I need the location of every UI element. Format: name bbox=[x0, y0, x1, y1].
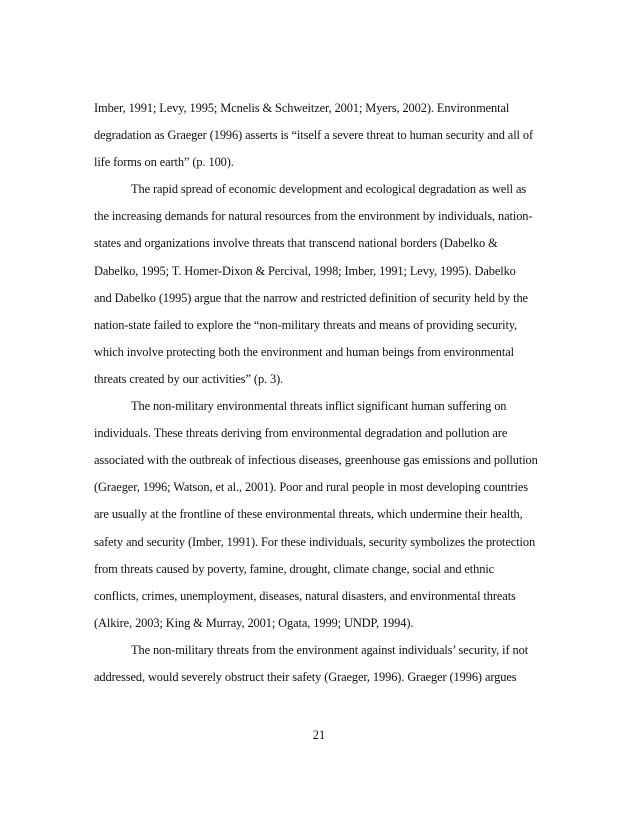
text-line: (Alkire, 2003; King & Murray, 2001; Ogata, 1999; UNDP, 1994). bbox=[94, 615, 414, 630]
text-line: associated with the outbreak of infectious diseases, greenhouse gas emissions and pollution bbox=[94, 453, 538, 468]
paragraph-start-line: The non-military threats from the environment against individuals’ security, if not bbox=[131, 642, 529, 657]
text-line: degradation as Graeger (1996) asserts is “itself a severe threat to human security and all of bbox=[94, 128, 534, 143]
paragraph-start-line: The non-military environmental threats inflict significant human suffering on bbox=[131, 399, 507, 414]
text-line: (Graeger, 1996; Watson, et al., 2001). Poor and rural people in most developing countries bbox=[94, 480, 528, 495]
paragraph-start-line: The rapid spread of economic development and ecological degradation as well as bbox=[131, 182, 527, 197]
text-line: addressed, would severely obstruct their safety (Graeger, 1996). Graeger (1996) argues bbox=[94, 669, 517, 684]
text-line: threats created by our activities” (p. 3). bbox=[94, 371, 284, 386]
text-line: conflicts, crimes, unemployment, diseases, natural disasters, and environmental threats bbox=[94, 588, 516, 603]
body-text bbox=[94, 95, 556, 691]
page-number: 21 bbox=[312, 728, 326, 742]
text-line: Imber, 1991; Levy, 1995; Mcnelis & Schweitzer, 2001; Myers, 2002). Environmental bbox=[94, 101, 510, 115]
text-line: and Dabelko (1995) argue that the narrow and restricted definition of security held by the bbox=[94, 290, 528, 305]
text-line: which involve protecting both the environment and human beings from environmental bbox=[94, 344, 514, 359]
text-line: safety and security (Imber, 1991). For these individuals, security symbolizes the protection bbox=[94, 534, 536, 549]
text-line: are usually at the frontline of these environmental threats, which undermine their health, bbox=[94, 507, 523, 522]
text-line: from threats caused by poverty, famine, drought, climate change, social and ethnic bbox=[94, 561, 495, 576]
text-line: nation-state failed to explore the “non-military threats and means of providing security, bbox=[94, 317, 518, 332]
text-line: individuals. These threats deriving from environmental degradation and pollution are bbox=[94, 426, 508, 441]
text-line: states and organizations involve threats that transcend national borders (Dabelko & bbox=[94, 236, 498, 251]
text-line: the increasing demands for natural resources from the environment by individuals, nation- bbox=[94, 209, 533, 224]
text-line: Dabelko, 1995; T. Homer-Dixon & Percival, 1998; Imber, 1991; Levy, 1995). Dabelko bbox=[94, 263, 516, 278]
text-line: life forms on earth” (p. 100). bbox=[94, 155, 234, 170]
